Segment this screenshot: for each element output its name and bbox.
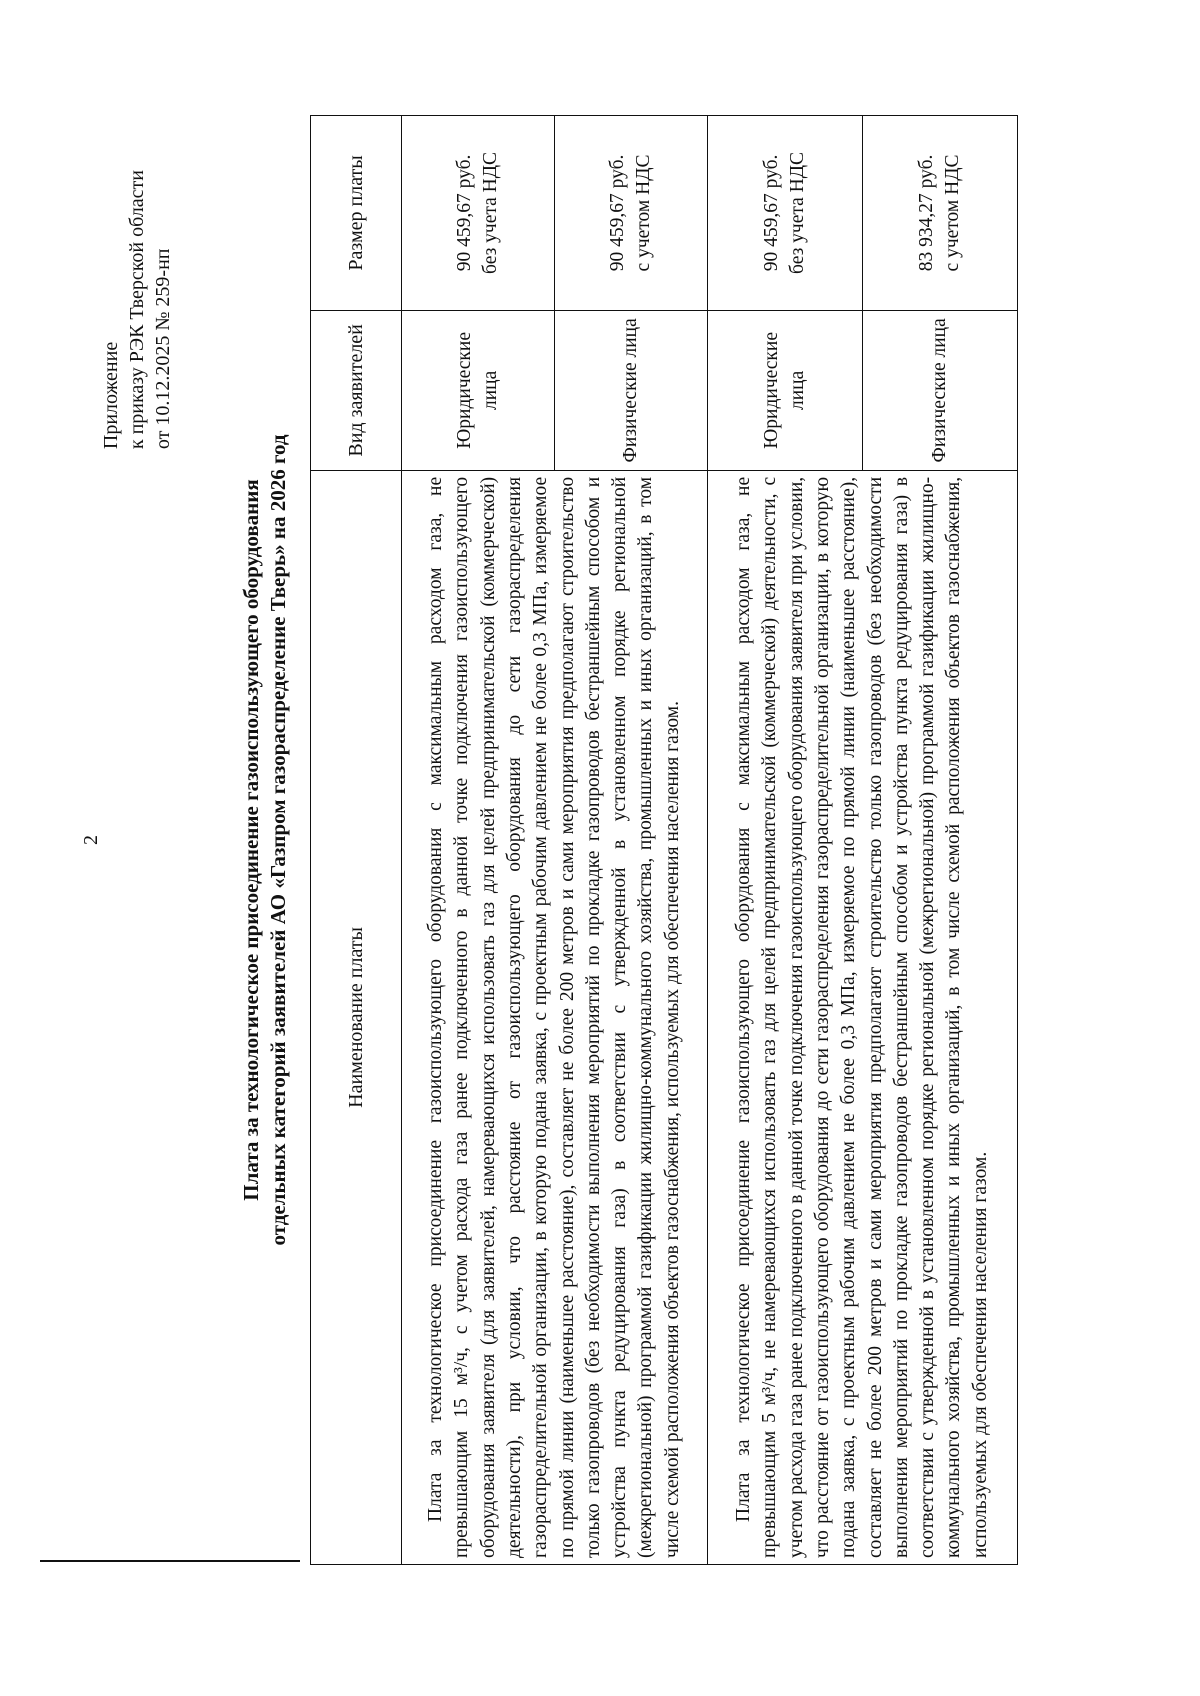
- fee-description: Плата за технологическое присоединение газоиспользующего оборудования с максимальным расходом газа, не превышающим 15 м³/ч, с учетом расхода газа ранее подключенного в данной точке подключения газоиспользующего оборудования заявителя (для заявителей, намеревающихся использовать газ для целей предпринимательской (коммерческой) деятельности), при условии, что расстояние от газоиспользующего оборудования до сети газораспределения газораспределительной организации, в которую подана заявка, с проектным рабочим давлением не более 0,3 МПа, измеряемое по прямой линии (наименьшее расстояние), составляет не более 200 метров и сами мероприятия предполагают строительство только газопроводов (без необходимости выполнения мероприятий по прокладке газопроводов бестраншейным способом и устройства пункта редуцирования газа) в соответствии с утвержденной в установленном порядке региональной (межрегиональной) программой газификации жилищно-коммунального хозяйства, промышленных и иных организаций, в том числе схемой расположения объектов газоснабжения, используемых для обеспечения населения газом.: [402, 470, 708, 1564]
- footer-rule: [40, 1560, 300, 1562]
- table-row: [402, 116, 555, 1565]
- fee-description: Плата за технологическое присоединение газоиспользующего оборудования с максимальным расходом газа, не превышающим 5 м³/ч, не намеревающихся использовать газ для целей предпринимательской (коммерческой) деятельности, с учетом расхода газа ранее подключенного в данной точке подключения газоиспользующего оборудования заявителя при условии, что расстояние от газоиспользующего оборудования до сети газораспределения газораспределительной организации, в которую подана заявка, с проектным рабочим давлением не более 0,3 МПа, измеряемое по прямой линии (наименьшее расстояние), составляет не более 200 метров и сами мероприятия предполагают строительство только газопроводов (без необходимости выполнения мероприятий по прокладке газопроводов бестраншейным способом и устройства пункта редуцирования газа) в соответствии с утвержденной в установленном порядке региональной (межрегиональной) программой газификации жилищно-коммунального хозяйства, промышленных и иных организаций, в том числе схемой расположения объектов газоснабжения, используемых для обеспечения населения газом.: [708, 470, 1018, 1564]
- fee-amount: [863, 116, 1018, 311]
- applicant-kind: Физические лица: [863, 310, 1018, 470]
- table-row: [708, 116, 863, 1565]
- appendix-block: [98, 170, 176, 449]
- fee-amount-value: 90 459,67 руб.: [606, 154, 628, 272]
- fee-vat-note: без учета НДС: [480, 151, 501, 274]
- appendix-line: к приказу РЭК Тверской области: [126, 170, 148, 450]
- fee-amount-value: 83 934,27 руб.: [915, 154, 937, 272]
- header-kind: Вид заявителей: [311, 310, 402, 470]
- fee-amount-value: 90 459,67 руб.: [453, 154, 475, 272]
- page-number: 2: [80, 835, 102, 845]
- fee-table: [310, 115, 1018, 1565]
- fee-vat-note: с учетом НДС: [633, 154, 654, 272]
- fee-vat-note: с учетом НДС: [942, 154, 963, 272]
- applicant-kind: Юридические лица: [708, 310, 863, 470]
- header-price: Размер платы: [311, 116, 402, 311]
- applicant-kind: Физические лица: [555, 310, 708, 470]
- rotated-content: [80, 80, 1080, 1600]
- fee-amount: [708, 116, 863, 311]
- fee-vat-note: без учета НДС: [787, 151, 808, 274]
- appendix-line: от 10.12.2025 № 259-нп: [152, 248, 174, 450]
- appendix-line: Приложение: [100, 341, 122, 450]
- title-line: Плата за технологическое присоединение газоиспользующего оборудования: [239, 479, 263, 1201]
- fee-amount: [555, 116, 708, 311]
- fee-amount-value: 90 459,67 руб.: [760, 154, 782, 272]
- header-name: Наименование платы: [311, 470, 402, 1564]
- table-header-row: [311, 116, 402, 1565]
- document-title: [238, 80, 292, 1600]
- applicant-kind: Юридические лица: [402, 310, 555, 470]
- fee-amount: [402, 116, 555, 311]
- title-line: отдельных категорий заявителей АО «Газпром газораспределение Тверь» на 2026 год: [266, 434, 290, 1246]
